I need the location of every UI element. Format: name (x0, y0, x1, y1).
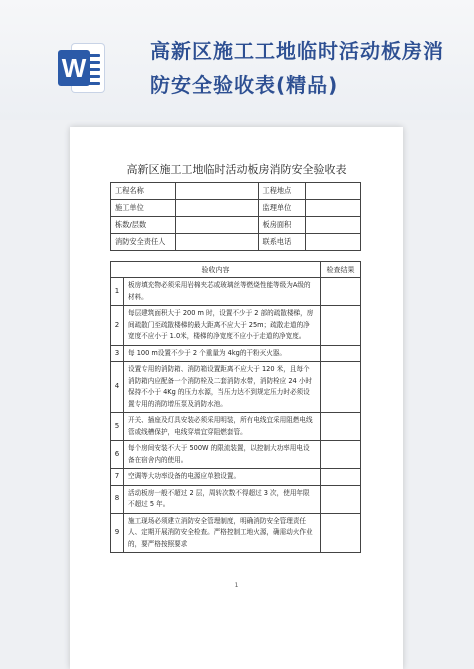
item-number: 3 (111, 345, 124, 362)
table-row (111, 200, 361, 217)
checklist-row (111, 345, 361, 362)
info-label: 工程地点 (258, 183, 306, 200)
project-info-table (110, 182, 361, 251)
item-result-cell[interactable] (321, 441, 361, 469)
content-column-header: 验收内容 (111, 262, 321, 278)
checklist-row (111, 513, 361, 553)
info-label: 联系电话 (258, 234, 306, 251)
item-result-cell[interactable] (321, 513, 361, 553)
checklist-row (111, 278, 361, 306)
word-logo-letter: W (58, 50, 90, 86)
info-value[interactable] (176, 217, 259, 234)
table-row (111, 183, 361, 200)
info-value[interactable] (176, 234, 259, 251)
item-content: 每 100 m设置不少于 2 个重量为 4kg的干粉灭火器。 (124, 345, 321, 362)
item-result-cell[interactable] (321, 345, 361, 362)
item-content: 施工现场必须建立消防安全管理制度，明确消防安全管理责任人、定期开展消防安全检查。严格控制工地火源，确需动火作业的，要严格按照要求 (124, 513, 321, 553)
inspection-checklist-table (110, 261, 361, 553)
info-label: 栋数/层数 (111, 217, 176, 234)
info-value[interactable] (306, 200, 361, 217)
table-row (111, 217, 361, 234)
item-content: 每个房间安装不大于 500W 的限流装置，以控制大功率用电设备在宿舍内的使用。 (124, 441, 321, 469)
checklist-row (111, 469, 361, 486)
info-value[interactable] (306, 183, 361, 200)
checklist-row (111, 413, 361, 441)
info-value[interactable] (306, 217, 361, 234)
item-content: 开关、插座及灯具安装必须采用明装，所有电线宜采用阻燃电线管或线槽保护，电线穿墙宜穿阻燃套管。 (124, 413, 321, 441)
checklist-row (111, 441, 361, 469)
info-label: 施工单位 (111, 200, 176, 217)
page-title: 高新区施工工地临时活动板房消防安全验收表(精品) (150, 39, 444, 97)
page-number: 1 (234, 582, 239, 589)
checklist-row (111, 362, 361, 413)
item-result-cell[interactable] (321, 485, 361, 513)
info-label: 板房面积 (258, 217, 306, 234)
item-number: 2 (111, 306, 124, 346)
item-number: 7 (111, 469, 124, 486)
item-number: 8 (111, 485, 124, 513)
header-banner (0, 0, 474, 120)
info-value[interactable] (306, 234, 361, 251)
item-result-cell[interactable] (321, 469, 361, 486)
item-number: 5 (111, 413, 124, 441)
item-result-cell[interactable] (321, 362, 361, 413)
item-result-cell[interactable] (321, 278, 361, 306)
item-number: 1 (111, 278, 124, 306)
item-result-cell[interactable] (321, 413, 361, 441)
document-title: 高新区施工工地临时活动板房消防安全验收表 (126, 163, 347, 176)
checklist-row (111, 306, 361, 346)
item-content: 活动板房一般不超过 2 层，周转次数不得超过 3 次，使用年限不超过 5 年。 (124, 485, 321, 513)
info-label: 消防安全责任人 (111, 234, 176, 251)
info-value[interactable] (176, 200, 259, 217)
result-column-header: 检查结果 (321, 262, 361, 278)
info-label: 监理单位 (258, 200, 306, 217)
table-header-row (111, 262, 361, 278)
word-document-icon (58, 42, 104, 94)
checklist-row (111, 485, 361, 513)
info-value[interactable] (176, 183, 259, 200)
item-content: 空调等大功率设备的电源应单独设置。 (124, 469, 321, 486)
item-result-cell[interactable] (321, 306, 361, 346)
item-number: 4 (111, 362, 124, 413)
info-label: 工程名称 (111, 183, 176, 200)
item-content: 板房填充物必须采用岩棉夹芯或玻璃丝等燃烧性能等级为A级的材料。 (124, 278, 321, 306)
table-row (111, 234, 361, 251)
item-content: 每层建筑面积大于 200 m 时，设置不少于 2 部的疏散楼梯，房间疏散门至疏散楼梯的最大距离不应大于 25m；疏散走道的净宽度不应小于 1.0米，楼梯的净宽度不应小于走道的净宽度。 (124, 306, 321, 346)
item-content: 设置专用的消防箱、消防箱设置距离不应大于 120 米，且每个消防箱内应配备一个消防栓及二套消防水带，消防栓应 24 小时保持不小于 4Kg 的压力水源，当压力达不到规定压力时必须设置专用的消防增压泵及消防水池。 (124, 362, 321, 413)
item-number: 6 (111, 441, 124, 469)
item-number: 9 (111, 513, 124, 553)
document-page (70, 127, 403, 669)
